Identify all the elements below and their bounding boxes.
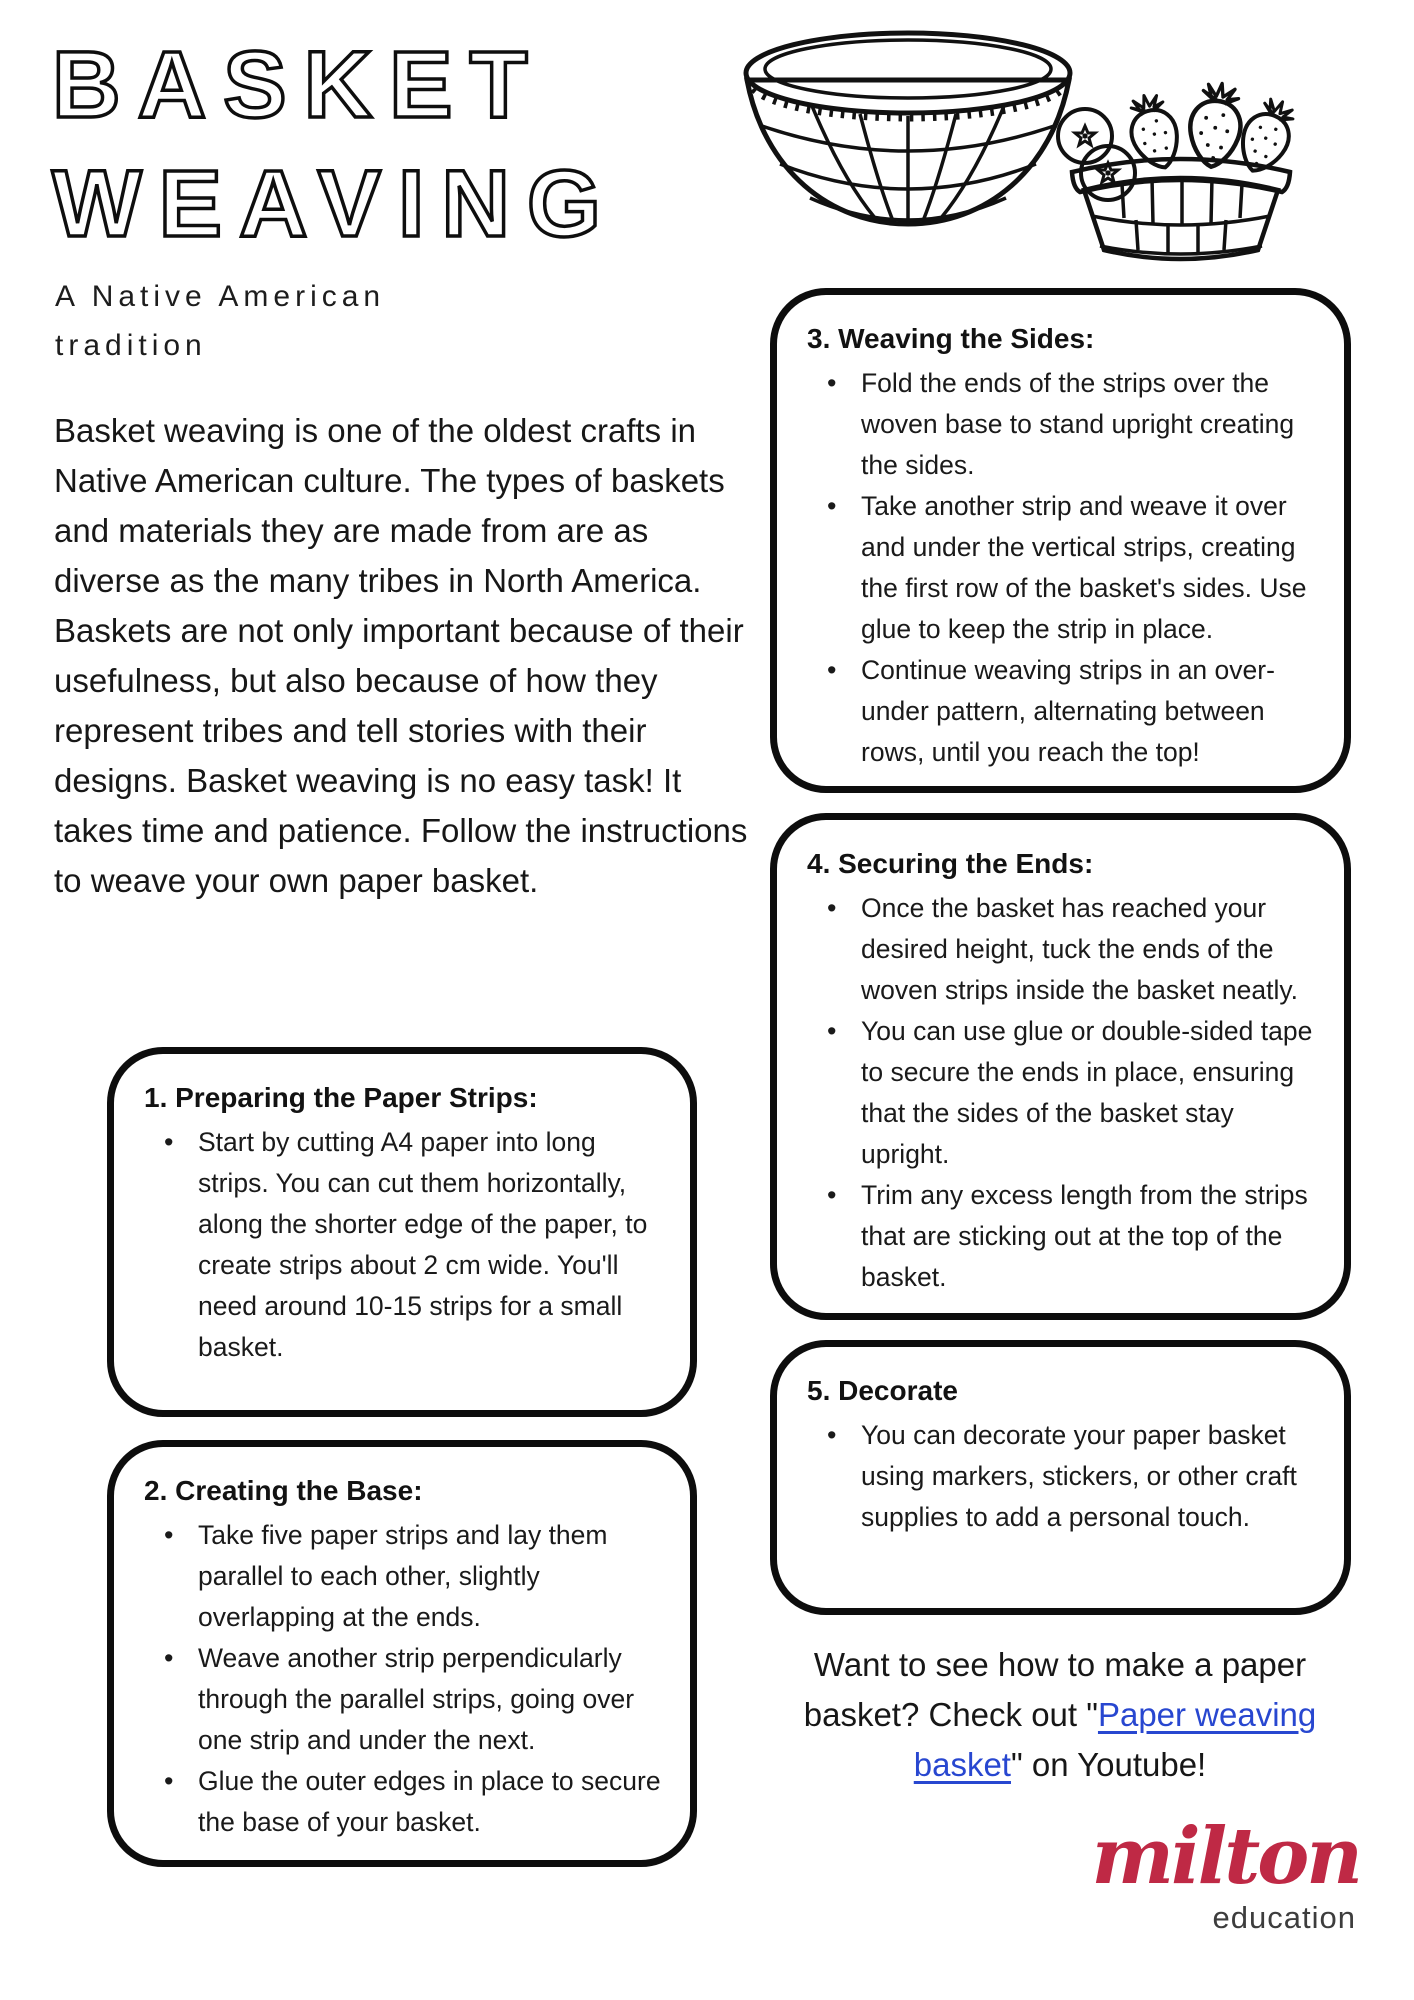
page-title-line1: BASKET (52, 32, 545, 138)
bullet-item: • Fold the ends of the strips over the woven base to stand upright creating the sides. (821, 363, 1316, 486)
box2-bullet-list (144, 1515, 662, 1843)
logo-brand-text: milton (1091, 1811, 1360, 1902)
youtube-note (760, 1640, 1360, 1790)
bullet-item: • Start by cutting A4 paper into long strips. You can cut them horizontally, along the shorter edge of the paper, to create strips about 2 cm wide. You'll need around 10-15 strips for a small basket. (158, 1122, 662, 1368)
page-subtitle-line1: A Native American (55, 280, 386, 313)
bullet-item: • Continue weaving strips in an over-under pattern, alternating between rows, until you reach the top! (821, 650, 1316, 773)
box4-heading: 4. Securing the Ends: (807, 848, 1094, 879)
instruction-box-3 (770, 288, 1351, 793)
box3-heading: 3. Weaving the Sides: (807, 323, 1095, 354)
box1-bullet-list (144, 1122, 662, 1368)
baskets-illustration (712, 18, 1312, 268)
box2-heading: 2. Creating the Base: (144, 1475, 423, 1506)
bullet-item: • Glue the outer edges in place to secure the base of your basket. (158, 1761, 662, 1843)
page-title (52, 26, 618, 264)
box1-heading: 1. Preparing the Paper Strips: (144, 1082, 538, 1113)
box5-heading: 5. Decorate (807, 1375, 958, 1406)
youtube-note-text-after: " on Youtube! (1010, 1746, 1207, 1783)
box4-bullet-list (807, 888, 1316, 1298)
intro-paragraph: Basket weaving is one of the oldest crafts in Native American culture. The types of baskets and materials they are made from are as diverse as the many tribes in North America. Baskets are not only important because of their usefulness, but also because of how they represent tribes and tell stories with their designs. Basket weaving is no easy task! It takes time and patience. Follow the instructions to weave your own paper basket. (54, 412, 748, 899)
box5-bullet-list (807, 1415, 1316, 1538)
paper-weaving-basket-link[interactable]: Paper weaving basket (913, 1696, 1317, 1783)
instruction-box-2 (107, 1440, 697, 1867)
youtube-note-text-before: Want to see how to make a paper basket? Check out " (803, 1646, 1307, 1733)
bullet-item: • Weave another strip perpendicularly through the parallel strips, going over one strip and under the next. (158, 1638, 662, 1761)
logo-subtext: education (1212, 1900, 1356, 1935)
bullet-item: • Trim any excess length from the strips that are sticking out at the top of the basket. (821, 1175, 1316, 1298)
box3-bullet-list (807, 363, 1316, 773)
bullet-item: • You can decorate your paper basket using markers, stickers, or other craft supplies to add a personal touch. (821, 1415, 1316, 1538)
page-subtitle (55, 272, 385, 370)
milton-education-logo (1040, 1811, 1360, 1935)
bullet-item: • You can use glue or double-sided tape to secure the ends in place, ensuring that the sides of the basket stay upright. (821, 1011, 1316, 1175)
bullet-item: • Take five paper strips and lay them parallel to each other, slightly overlapping at the ends. (158, 1515, 662, 1638)
bullet-item: • Once the basket has reached your desired height, tuck the ends of the woven strips inside the basket neatly. (821, 888, 1316, 1011)
bullet-item: • Take another strip and weave it over and under the vertical strips, creating the first row of the basket's sides. Use glue to keep the strip in place. (821, 486, 1316, 650)
instruction-box-5 (770, 1340, 1351, 1615)
page-subtitle-line2: tradition (55, 329, 207, 362)
page-title-line2: WEAVING (52, 151, 618, 257)
instruction-box-4 (770, 813, 1351, 1320)
instruction-box-1 (107, 1047, 697, 1417)
